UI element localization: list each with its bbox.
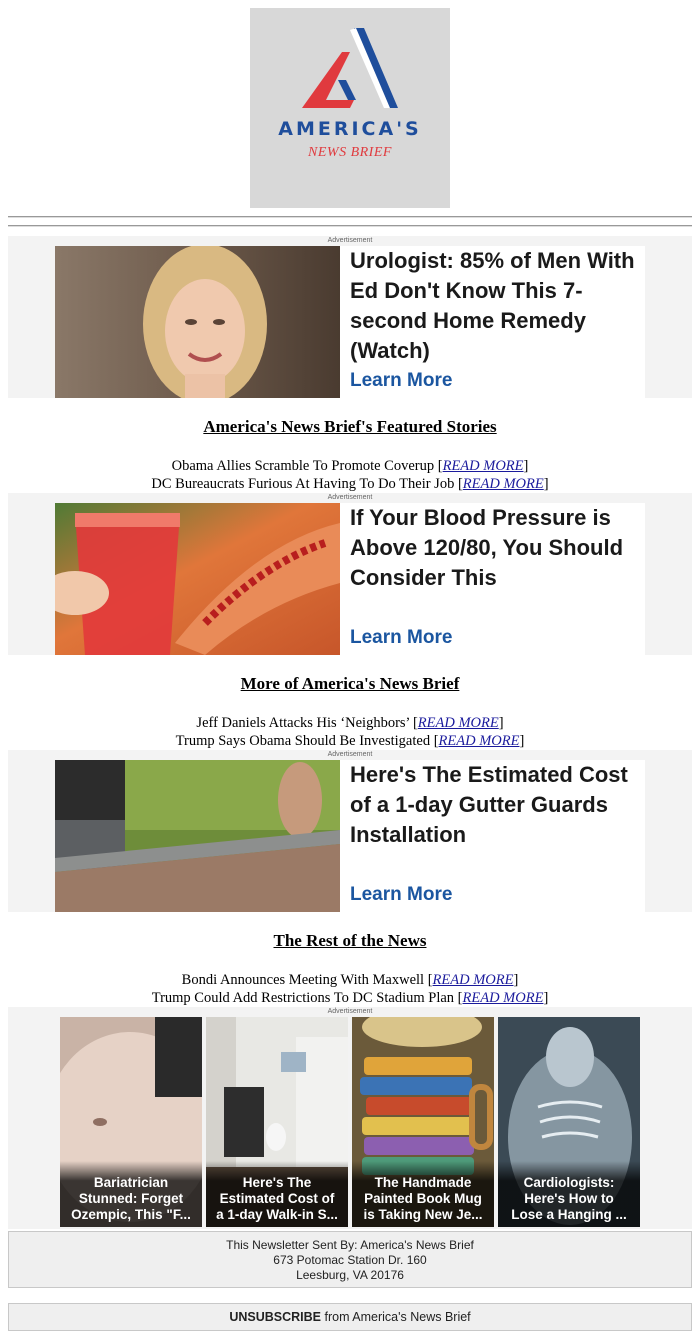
ad-banner-1 — [8, 236, 692, 398]
section-title: The Rest of the News — [273, 931, 427, 950]
ad-tile[interactable] — [352, 1017, 494, 1227]
caption-line: Ozempic, This "F... — [71, 1207, 191, 1222]
caption-line: is Taking New Je... — [363, 1207, 483, 1222]
caption-line: Lose a Hanging ... — [511, 1207, 627, 1222]
caption-line: Cardiologists: — [523, 1175, 615, 1190]
story-item[interactable]: Trump Could Add Restrictions To DC Stadium Plan [READ MORE] — [151, 990, 549, 1006]
read-more-link[interactable]: READ MORE — [462, 476, 544, 492]
ad-tile[interactable] — [206, 1017, 348, 1227]
newsletter-logo — [250, 8, 450, 208]
advertisement-label: Advertisement — [327, 751, 373, 758]
address-line: 673 Potomac Station Dr. 160 — [273, 1253, 427, 1267]
woman-portrait-photo[interactable] — [55, 246, 340, 398]
logo-subtitle: NEWS BRIEF — [308, 145, 392, 160]
learn-more-link[interactable]: Learn More — [350, 370, 453, 391]
ad-card[interactable] — [55, 760, 645, 912]
ad-card[interactable] — [55, 246, 645, 398]
ad-tile-caption[interactable] — [60, 1161, 202, 1227]
story-title[interactable]: Obama Allies Scramble To Promote Coverup — [171, 458, 435, 474]
caption-line: Estimated Cost of — [219, 1191, 335, 1206]
caption-line: The Handmade — [374, 1175, 472, 1190]
ad-banner-3 — [8, 750, 692, 912]
story-item[interactable]: DC Bureaucrats Furious At Having To Do Their Job [READ MORE] — [151, 476, 549, 492]
red-drink-and-artery-photo[interactable] — [55, 503, 340, 655]
unsubscribe-rest[interactable]: from America's News Brief — [321, 1310, 471, 1324]
ad-grid — [8, 1007, 692, 1229]
story-title[interactable]: Jeff Daniels Attacks His ‘Neighbors’ — [196, 715, 410, 731]
divider — [8, 216, 692, 218]
city-line: Leesburg, VA 20176 — [296, 1268, 404, 1282]
ad-banner-2 — [8, 493, 692, 655]
ad-tile-caption[interactable] — [206, 1161, 348, 1227]
advertisement-label: Advertisement — [327, 1008, 373, 1015]
caption-line: Painted Book Mug — [364, 1191, 482, 1206]
read-more-link[interactable]: READ MORE — [438, 733, 520, 749]
unsubscribe-label[interactable]: UNSUBSCRIBE — [229, 1310, 322, 1324]
learn-more-link[interactable]: Learn More — [350, 627, 453, 648]
sender-info — [8, 1231, 692, 1288]
section-title: America's News Brief's Featured Stories — [203, 417, 497, 436]
divider — [8, 225, 692, 227]
section-title: More of America's News Brief — [240, 674, 460, 693]
advertisement-label: Advertisement — [327, 237, 373, 244]
caption-line: Here's How to — [524, 1191, 614, 1206]
story-title[interactable]: DC Bureaucrats Furious At Having To Do Their Job — [151, 476, 455, 492]
read-more-link[interactable]: READ MORE — [432, 972, 514, 988]
triangle-logo-icon — [250, 8, 450, 208]
ad-tile-caption[interactable] — [498, 1161, 640, 1227]
story-item[interactable]: Trump Says Obama Should Be Investigated [READ MORE] — [175, 733, 525, 749]
read-more-link[interactable]: READ MORE — [462, 990, 544, 1006]
gutter-roof-photo[interactable] — [55, 760, 340, 912]
caption-line: a 1-day Walk-in S... — [216, 1207, 338, 1222]
learn-more-link[interactable]: Learn More — [350, 884, 453, 905]
ad-tile[interactable] — [498, 1017, 640, 1227]
read-more-link[interactable]: READ MORE — [442, 458, 524, 474]
ad-tile[interactable] — [60, 1017, 202, 1227]
story-item[interactable]: Obama Allies Scramble To Promote Coverup [READ MORE] — [171, 458, 529, 474]
story-title[interactable]: Trump Could Add Restrictions To DC Stadium Plan — [151, 990, 455, 1006]
story-title[interactable]: Trump Says Obama Should Be Investigated — [175, 733, 431, 749]
sender-line: This Newsletter Sent By: America's News Brief — [226, 1238, 474, 1252]
ad-headline[interactable]: If Your Blood Pressure is Above 120/80, You Should Consider This — [350, 505, 624, 590]
ad-headline[interactable]: Here's The Estimated Cost of a 1-day Gutter Guards Installation — [350, 762, 628, 847]
caption-line: Stunned: Forget — [78, 1191, 184, 1206]
read-more-link[interactable]: READ MORE — [417, 715, 499, 731]
ad-card[interactable] — [55, 503, 645, 655]
advertisement-label: Advertisement — [327, 494, 373, 501]
logo-name: AMERICA'S — [278, 118, 422, 140]
story-title[interactable]: Bondi Announces Meeting With Maxwell — [181, 972, 425, 988]
ad-tile-caption[interactable] — [352, 1161, 494, 1227]
story-item[interactable]: Jeff Daniels Attacks His ‘Neighbors’ [READ MORE] — [196, 715, 504, 731]
caption-line: Here's The — [242, 1175, 312, 1190]
story-item[interactable]: Bondi Announces Meeting With Maxwell [READ MORE] — [181, 972, 519, 988]
ad-headline[interactable]: Urologist: 85% of Men With Ed Don't Know This 7-second Home Remedy (Watch) — [350, 248, 635, 363]
unsubscribe-link[interactable] — [8, 1303, 692, 1331]
caption-line: Bariatrician — [93, 1175, 169, 1190]
